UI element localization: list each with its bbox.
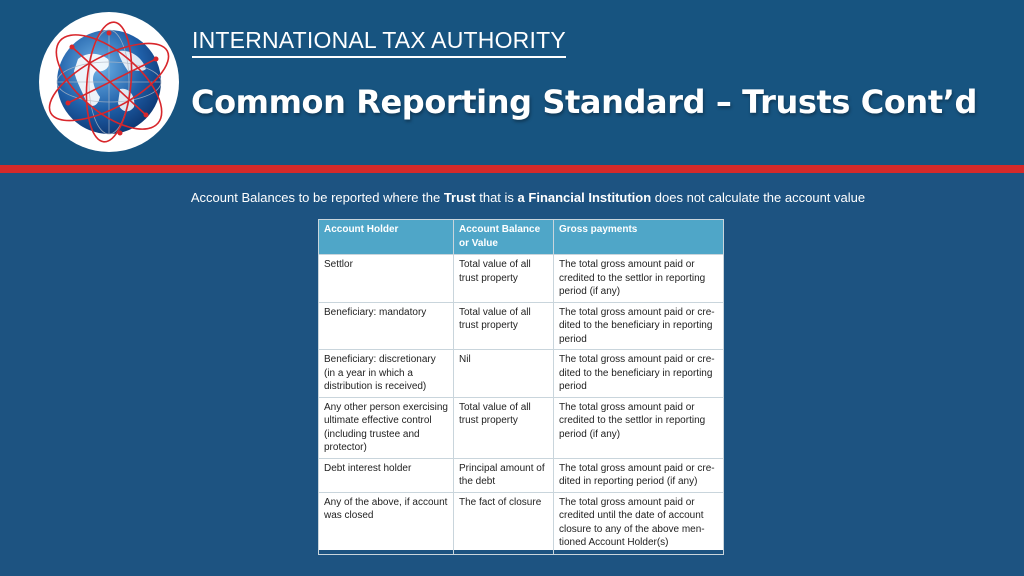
- table-cell: The total gross amount paid or credited to the settlor in reporting period (if any): [554, 255, 724, 303]
- intro-part1: Account Balances to be reported where the: [190, 190, 444, 205]
- table-cell: Principal amount of the debt: [454, 458, 554, 492]
- column-header: Account Holder: [319, 220, 454, 255]
- table-row: [319, 255, 724, 303]
- table-cell: The total gross amount paid or credited to the settlor in reporting period (if any): [554, 397, 724, 458]
- page-title: Common Reporting Standard – Trusts Cont’d: [191, 83, 977, 121]
- table-row: [319, 302, 724, 350]
- table-cell: Total value of all trust property: [454, 302, 554, 350]
- table-row: [319, 350, 724, 398]
- intro-text: [0, 190, 1024, 205]
- accent-band: [0, 165, 1024, 173]
- balances-table-container: [318, 219, 723, 550]
- balances-table: [318, 219, 724, 555]
- table-cell: Any other person exercising ultimate effective control (including trustee and protector): [319, 397, 454, 458]
- table-cell: Beneficiary: mandatory: [319, 302, 454, 350]
- intro-part3: does not calculate the account value: [651, 190, 866, 205]
- table-cell: The total gross amount paid or cre-dited in reporting period (if any): [554, 458, 724, 492]
- table-cell: Total value of all trust property: [454, 397, 554, 458]
- table-cell: The total gross amount paid or cre-dited to the beneficiary in reporting period: [554, 302, 724, 350]
- table-cell: Settlor: [319, 255, 454, 303]
- globe-logo-icon: [38, 11, 180, 153]
- table-row: [319, 397, 724, 458]
- table-cell: The total gross amount paid or credited until the date of account closure to any of the above men-tioned Account Holder(s): [554, 492, 724, 554]
- table-cell: The fact of closure: [454, 492, 554, 554]
- table-row: [319, 458, 724, 492]
- column-header: Gross payments: [554, 220, 724, 255]
- table-cell: Total value of all trust property: [454, 255, 554, 303]
- intro-trust: Trust: [443, 190, 476, 205]
- table-cell: Beneficiary: discretionary (in a year in which a distribution is received): [319, 350, 454, 398]
- table-header-row: [319, 220, 724, 255]
- intro-part2: that is: [475, 190, 518, 205]
- table-cell: The total gross amount paid or cre-dited to the beneficiary in reporting period: [554, 350, 724, 398]
- intro-fi: a Financial Institution: [517, 190, 652, 205]
- table-cell: Nil: [454, 350, 554, 398]
- column-header: Account Balance or Value: [454, 220, 554, 255]
- organization-name: INTERNATIONAL TAX AUTHORITY: [192, 26, 566, 58]
- table-cell: Any of the above, if account was closed: [319, 492, 454, 554]
- header-bar: [0, 0, 1024, 165]
- table-row: [319, 492, 724, 554]
- table-cell: Debt interest holder: [319, 458, 454, 492]
